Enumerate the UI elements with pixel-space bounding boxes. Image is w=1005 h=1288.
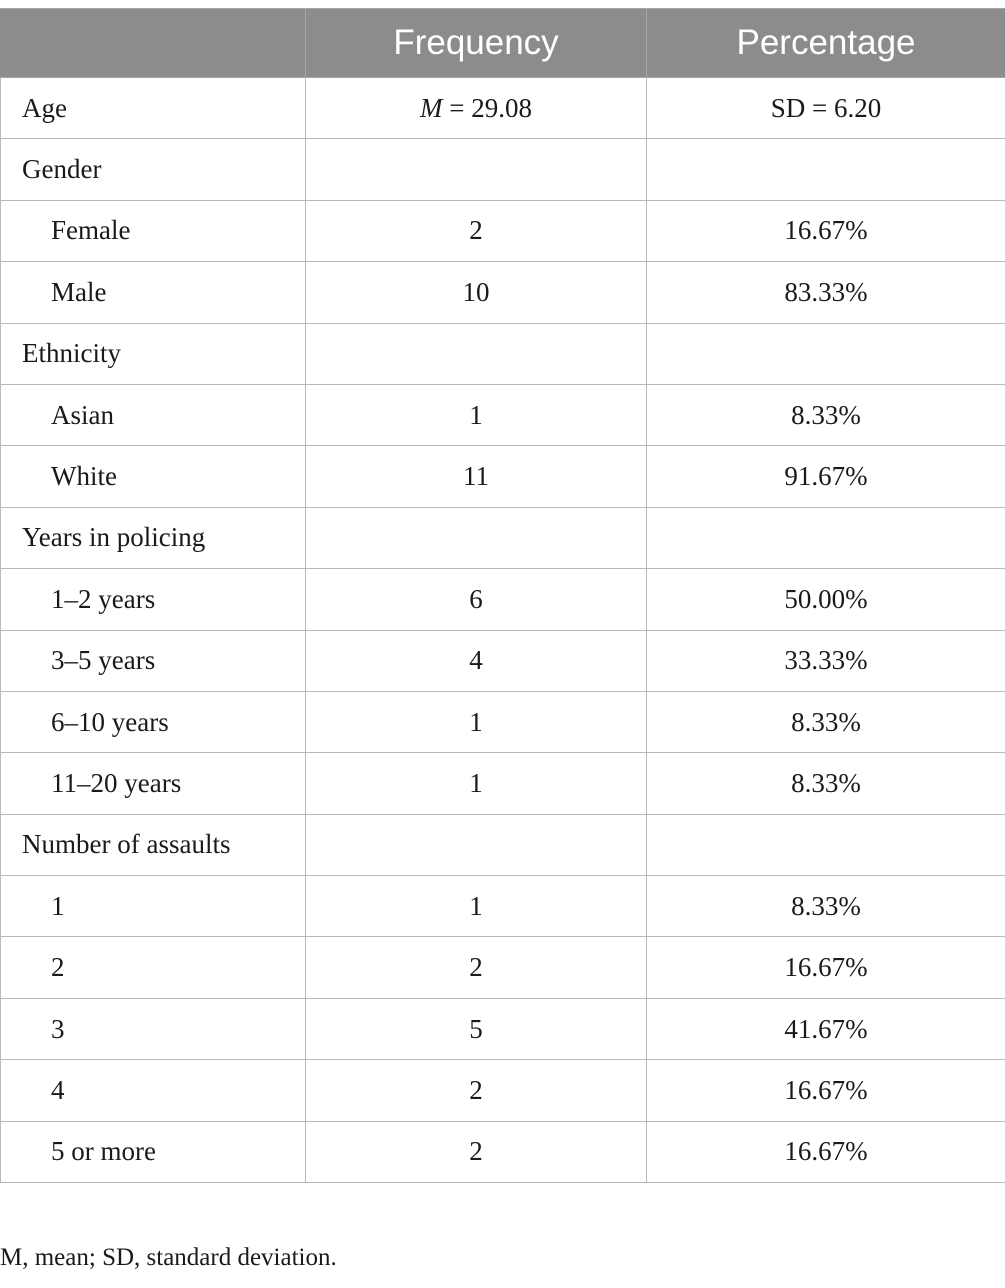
frequency-cell: 6	[306, 569, 647, 630]
frequency-cell: 11	[306, 446, 647, 507]
header-cell-percentage: Percentage	[647, 9, 1005, 78]
row-sublabel: 6–10 years	[1, 691, 306, 752]
frequency-cell: 1	[306, 384, 647, 445]
table-row	[1, 139, 1005, 200]
frequency-cell: 2	[306, 1060, 647, 1121]
percentage-cell: 33.33%	[647, 630, 1005, 691]
frequency-cell: 1	[306, 753, 647, 814]
age-sd-cell: SD = 6.20	[647, 78, 1005, 139]
percentage-cell: 8.33%	[647, 691, 1005, 752]
percentage-cell: 50.00%	[647, 569, 1005, 630]
row-category-label: Ethnicity	[1, 323, 306, 384]
percentage-cell	[647, 507, 1005, 568]
percentage-cell: 16.67%	[647, 200, 1005, 261]
percentage-cell: 83.33%	[647, 262, 1005, 323]
frequency-cell: 1	[306, 876, 647, 937]
table-row	[1, 384, 1005, 445]
frequency-cell	[306, 814, 647, 875]
row-label-age: Age	[1, 78, 306, 139]
frequency-cell	[306, 323, 647, 384]
table-row	[1, 1060, 1005, 1121]
table-row-age	[1, 78, 1005, 139]
row-sublabel: Asian	[1, 384, 306, 445]
percentage-cell	[647, 814, 1005, 875]
frequency-cell: 2	[306, 1121, 647, 1182]
percentage-cell: 91.67%	[647, 446, 1005, 507]
row-sublabel: 1	[1, 876, 306, 937]
frequency-cell: 1	[306, 691, 647, 752]
row-sublabel: Female	[1, 200, 306, 261]
row-category-label: Gender	[1, 139, 306, 200]
frequency-cell: 5	[306, 998, 647, 1059]
row-sublabel: 11–20 years	[1, 753, 306, 814]
table-row	[1, 814, 1005, 875]
table-row	[1, 753, 1005, 814]
frequency-cell: 2	[306, 937, 647, 998]
percentage-cell: 16.67%	[647, 1121, 1005, 1182]
header-cell-frequency: Frequency	[306, 9, 647, 78]
mean-value: = 29.08	[442, 92, 532, 123]
demographics-table	[0, 8, 1005, 1183]
row-sublabel: 2	[1, 937, 306, 998]
frequency-cell	[306, 139, 647, 200]
table-row	[1, 507, 1005, 568]
row-sublabel: 1–2 years	[1, 569, 306, 630]
table-header	[1, 9, 1005, 78]
percentage-cell: 16.67%	[647, 937, 1005, 998]
table-row	[1, 876, 1005, 937]
row-sublabel: 3–5 years	[1, 630, 306, 691]
row-sublabel: 5 or more	[1, 1121, 306, 1182]
row-sublabel: 3	[1, 998, 306, 1059]
table-row	[1, 937, 1005, 998]
age-mean-cell	[306, 78, 647, 139]
frequency-cell	[306, 507, 647, 568]
percentage-cell: 8.33%	[647, 876, 1005, 937]
table-row	[1, 1121, 1005, 1182]
frequency-cell: 4	[306, 630, 647, 691]
percentage-cell	[647, 323, 1005, 384]
table-body	[1, 78, 1005, 1183]
header-row	[1, 9, 1005, 78]
row-sublabel: 4	[1, 1060, 306, 1121]
percentage-cell: 8.33%	[647, 384, 1005, 445]
frequency-cell: 10	[306, 262, 647, 323]
table-row	[1, 998, 1005, 1059]
row-category-label: Years in policing	[1, 507, 306, 568]
mean-symbol: M	[420, 92, 443, 123]
table-row	[1, 446, 1005, 507]
percentage-cell: 16.67%	[647, 1060, 1005, 1121]
row-sublabel: Male	[1, 262, 306, 323]
table-row	[1, 262, 1005, 323]
row-category-label: Number of assaults	[1, 814, 306, 875]
frequency-cell: 2	[306, 200, 647, 261]
table-row	[1, 323, 1005, 384]
percentage-cell: 8.33%	[647, 753, 1005, 814]
table-row	[1, 200, 1005, 261]
percentage-cell: 41.67%	[647, 998, 1005, 1059]
row-sublabel: White	[1, 446, 306, 507]
header-cell-empty	[1, 9, 306, 78]
table-footnote: M, mean; SD, standard deviation.	[0, 1244, 337, 1271]
table-row	[1, 569, 1005, 630]
percentage-cell	[647, 139, 1005, 200]
table-row	[1, 691, 1005, 752]
table-row	[1, 630, 1005, 691]
